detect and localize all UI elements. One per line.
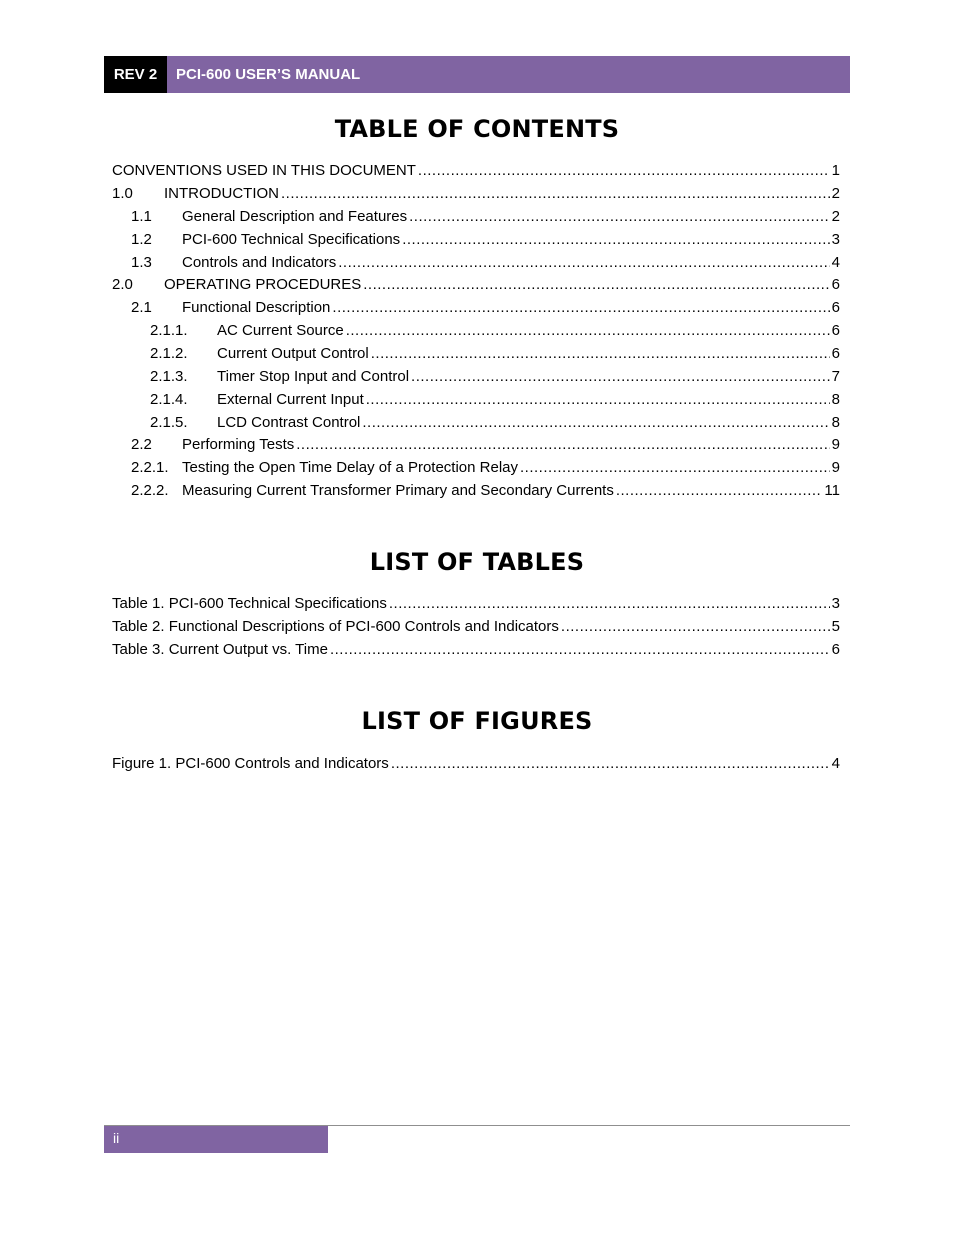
toc-entry[interactable] [131, 251, 840, 274]
toc-entry-label: Controls and Indicators [182, 254, 337, 271]
revision-label: REV 2 [104, 56, 167, 93]
leader-dots [338, 251, 829, 274]
table-entry-page: 6 [831, 641, 840, 658]
manual-title: PCI-600 USER’S MANUAL [176, 66, 361, 83]
leader-dots [362, 411, 829, 434]
toc-entry[interactable] [112, 273, 840, 296]
toc-entry-label: CONVENTIONS USED IN THIS DOCUMENT [112, 162, 416, 179]
toc-entry-page: 9 [831, 459, 840, 476]
toc-entry-label: Functional Description [182, 299, 331, 316]
figure-list-entry[interactable] [112, 752, 840, 775]
toc-entry-number: 2.2.2. [131, 482, 169, 499]
leader-dots [402, 228, 829, 251]
toc-entry[interactable] [131, 433, 840, 456]
table-list-entry[interactable] [112, 592, 840, 615]
toc-entry-label: PCI-600 Technical Specifications [182, 231, 401, 248]
toc-entry-page: 3 [831, 231, 840, 248]
leader-dots [616, 479, 823, 502]
toc-entry-page: 11 [824, 482, 840, 499]
tables-heading: LIST OF TABLES [369, 548, 585, 576]
table-entry-page: 3 [831, 595, 840, 612]
toc-entry-number: 1.3 [131, 254, 152, 271]
footer-page-number: ii [104, 1126, 328, 1153]
toc-entry-page: 7 [831, 368, 840, 385]
figure-entry-page: 4 [831, 755, 840, 772]
toc-entry-number: 2.1.4. [150, 391, 188, 408]
toc-entry-label: INTRODUCTION [164, 185, 279, 202]
toc-entry-number: 2.0 [112, 276, 133, 293]
toc-entry-page: 6 [831, 345, 840, 362]
toc-entry-page: 6 [831, 322, 840, 339]
toc-entry-label: Timer Stop Input and Control [217, 368, 410, 385]
toc-entry-number: 2.1.3. [150, 368, 188, 385]
toc-entry[interactable] [150, 319, 840, 342]
toc-entry-number: 2.2.1. [131, 459, 169, 476]
leader-dots [366, 388, 830, 411]
table-entry-page: 5 [831, 618, 840, 635]
toc-entry-number: 2.1.1. [150, 322, 188, 339]
toc-entry[interactable] [131, 479, 840, 502]
leader-dots [409, 205, 830, 228]
toc-entry-label: External Current Input [217, 391, 364, 408]
table-list-entry[interactable] [112, 615, 840, 638]
toc-heading: TABLE OF CONTENTS [334, 115, 620, 143]
page-header [104, 56, 850, 93]
figures-heading: LIST OF FIGURES [361, 707, 593, 735]
toc-entry[interactable] [131, 456, 840, 479]
toc-entry[interactable] [150, 342, 840, 365]
toc-entry-label: AC Current Source [217, 322, 344, 339]
toc-entry-page: 6 [831, 276, 840, 293]
toc-entry[interactable] [131, 228, 840, 251]
toc-entry-number: 2.1.2. [150, 345, 188, 362]
leader-dots [561, 615, 830, 638]
table-entry-label: Table 3. Current Output vs. Time [112, 641, 328, 658]
table-list-entry[interactable] [112, 638, 840, 661]
toc-entry-label: OPERATING PROCEDURES [164, 276, 362, 293]
leader-dots [391, 752, 830, 775]
toc-entry-number: 1.0 [112, 185, 133, 202]
toc-entry[interactable] [131, 205, 840, 228]
figure-entry-label: Figure 1. PCI-600 Controls and Indicators [112, 755, 389, 772]
toc-entry-label: LCD Contrast Control [217, 414, 361, 431]
table-entry-label: Table 2. Functional Descriptions of PCI-600 Controls and Indicators [112, 618, 559, 635]
leader-dots [330, 638, 830, 661]
toc-entry-label: Current Output Control [217, 345, 369, 362]
toc-entry-page: 2 [831, 185, 840, 202]
leader-dots [411, 365, 830, 388]
leader-dots [296, 433, 829, 456]
toc-entry[interactable] [131, 296, 840, 319]
toc-entry-page: 2 [831, 208, 840, 225]
toc-entry-page: 8 [831, 414, 840, 431]
toc-entry[interactable] [112, 182, 840, 205]
toc-entry-label: Testing the Open Time Delay of a Protection Relay [182, 459, 519, 476]
leader-dots [389, 592, 830, 615]
toc-entry-page: 6 [831, 299, 840, 316]
toc-entry-number: 2.1 [131, 299, 152, 316]
leader-dots [363, 273, 829, 296]
toc-entry-number: 2.2 [131, 436, 152, 453]
table-entry-label: Table 1. PCI-600 Technical Specifications [112, 595, 387, 612]
toc-entry[interactable] [112, 159, 840, 182]
toc-entry-number: 2.1.5. [150, 414, 188, 431]
toc-entry-page: 4 [831, 254, 840, 271]
toc-entry-label: Performing Tests [182, 436, 295, 453]
leader-dots [332, 296, 829, 319]
toc-entry-label: General Description and Features [182, 208, 408, 225]
toc-entry-number: 1.1 [131, 208, 152, 225]
leader-dots [281, 182, 830, 205]
toc-entry-number: 1.2 [131, 231, 152, 248]
toc-entry-page: 8 [831, 391, 840, 408]
leader-dots [346, 319, 830, 342]
leader-dots [371, 342, 830, 365]
toc-entry-page: 9 [831, 436, 840, 453]
toc-entry[interactable] [150, 411, 840, 434]
toc-entry[interactable] [150, 365, 840, 388]
toc-entry-label: Measuring Current Transformer Primary and Secondary Currents [182, 482, 614, 499]
leader-dots [520, 456, 830, 479]
toc-entry-page: 1 [831, 162, 840, 179]
leader-dots [418, 159, 830, 182]
toc-entry[interactable] [150, 388, 840, 411]
